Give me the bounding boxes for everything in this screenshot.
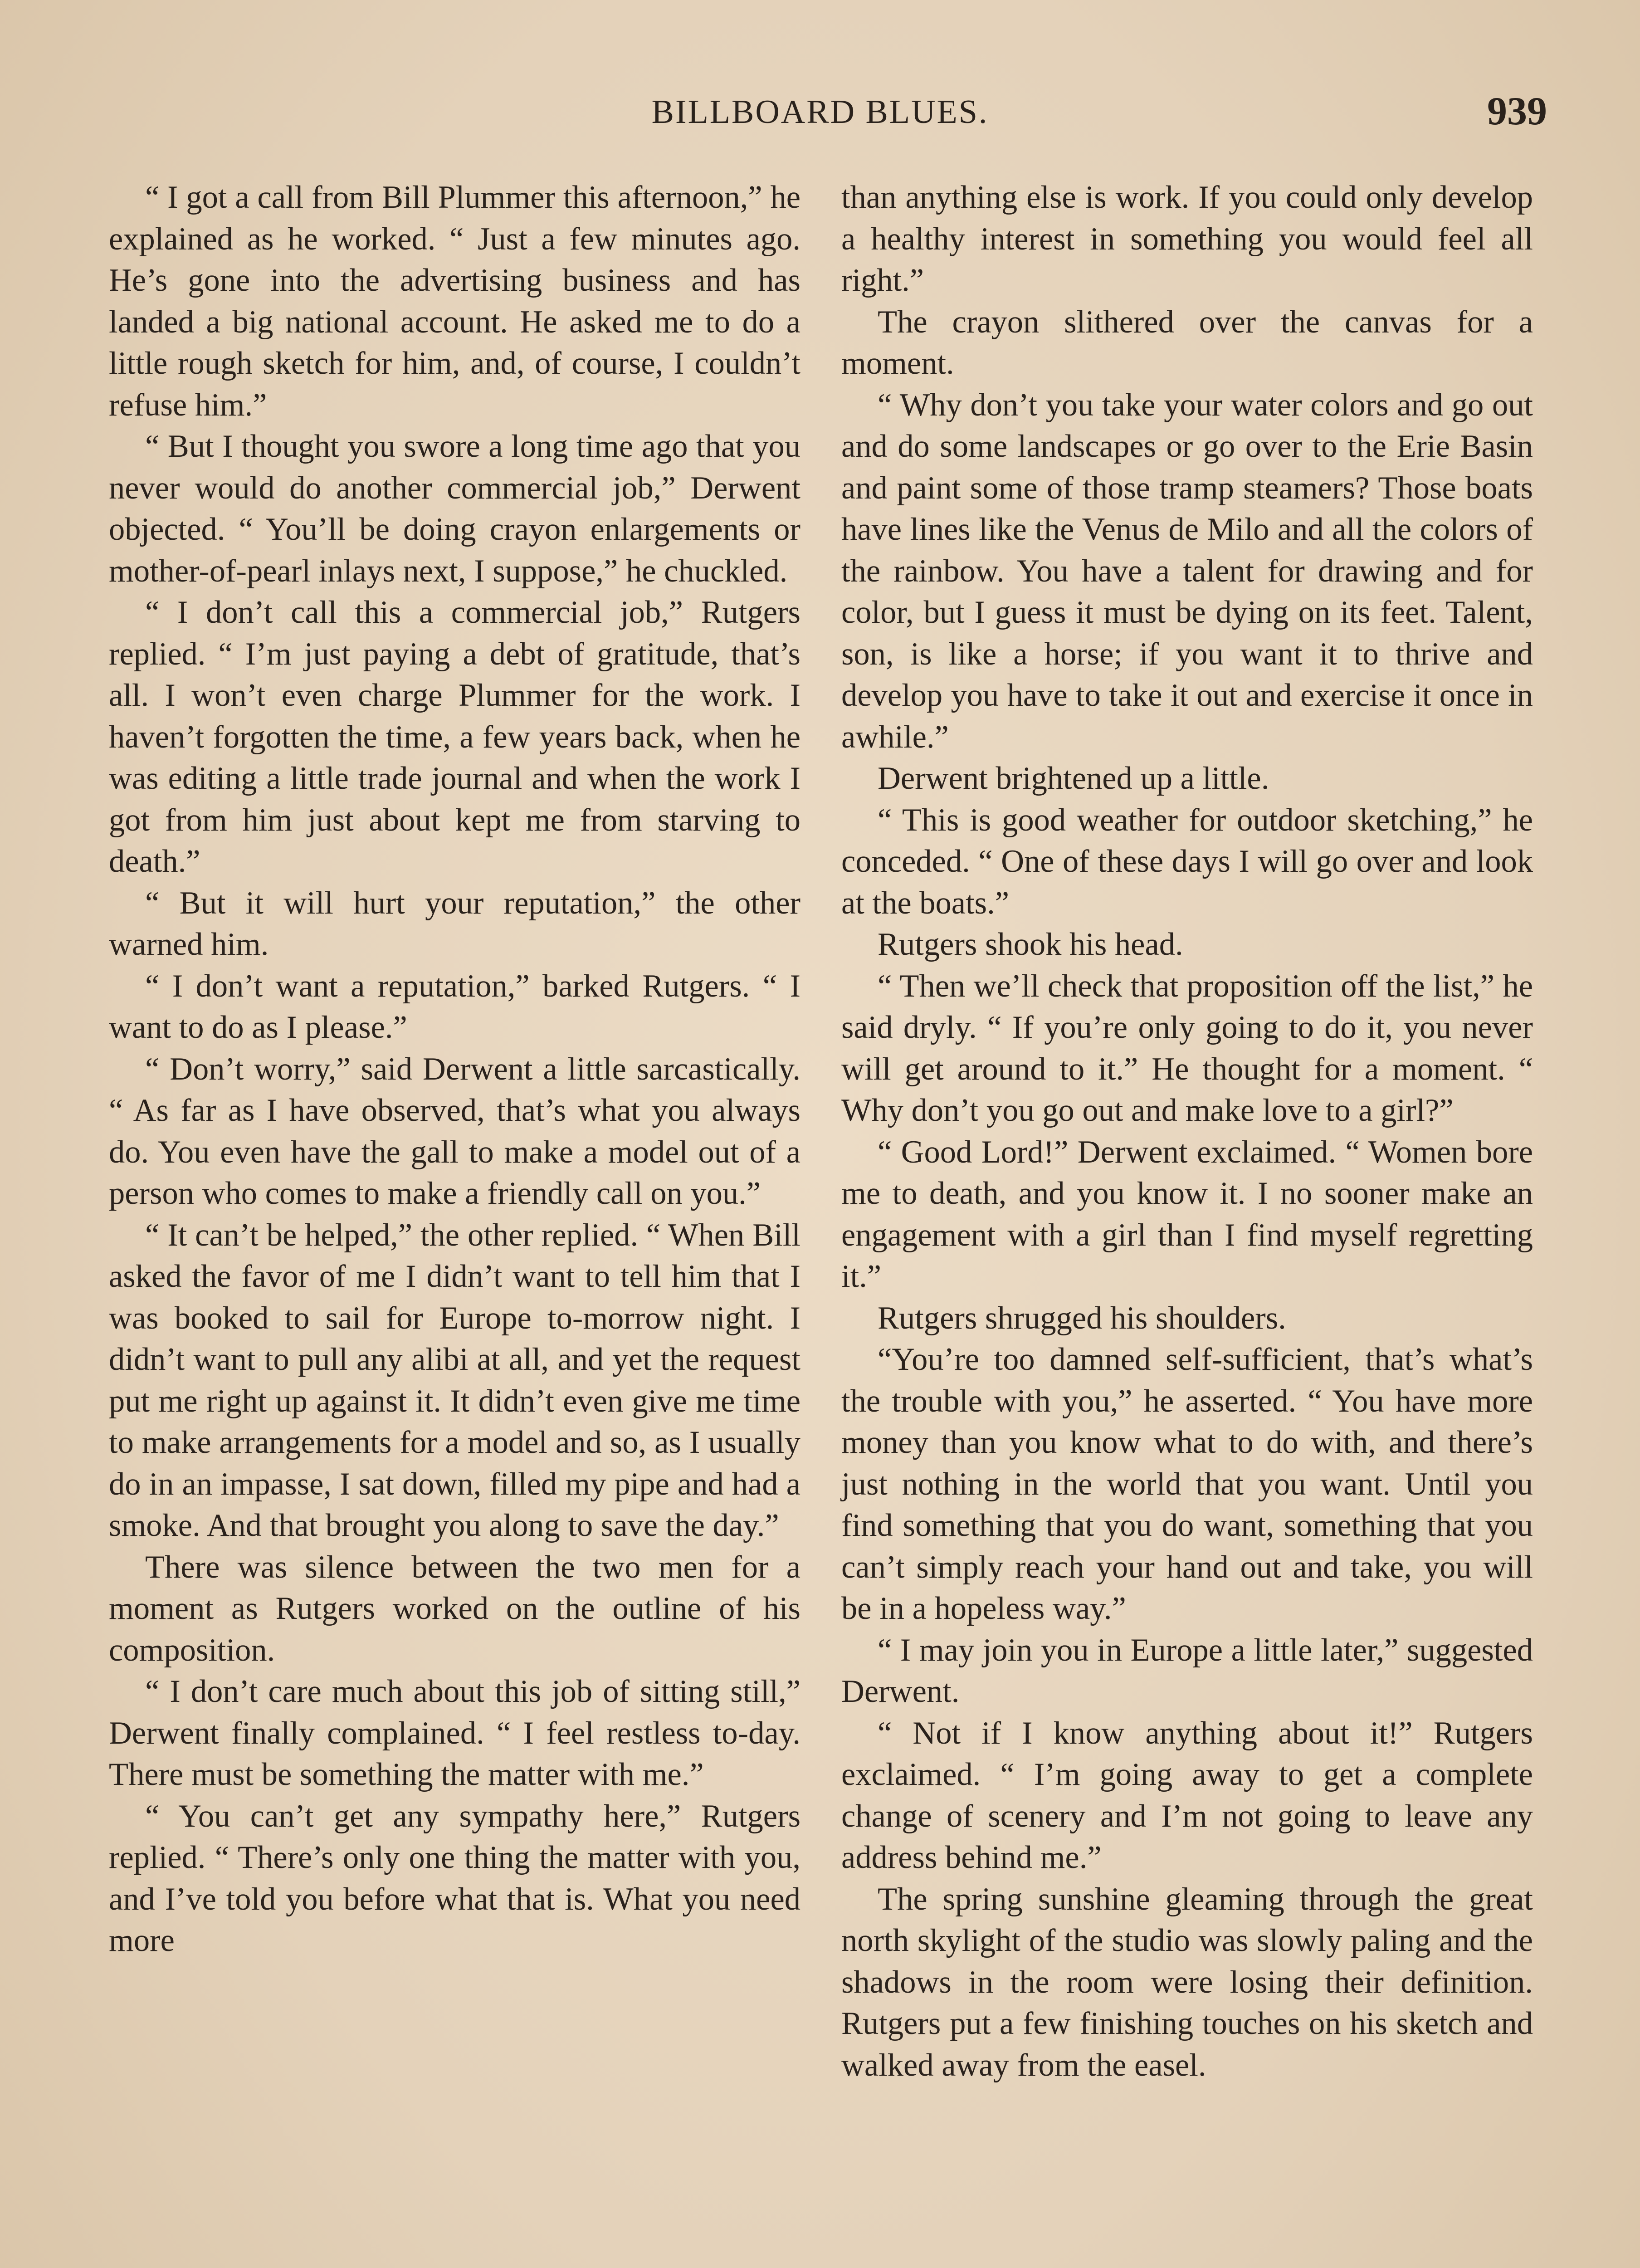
page-number: 939 bbox=[1487, 89, 1547, 133]
paragraph: “ I don’t call this a commercial job,” Rutgers replied. “ I’m just paying a debt of gratitude, that’s all. I won’t even charge Plummer for the work. I haven’t forgotten the time, a few years back, when he was editing a little trade journal and when the work I got from him just about kept me from starving to death.” bbox=[109, 595, 800, 879]
paragraph: “ Don’t worry,” said Derwent a little sarcastically. “ As far as I have observed, that’s what you always do. You even have the gall to make a model out of a person who comes to make a friendly call on you.” bbox=[109, 1051, 800, 1211]
paragraph: “ This is good weather for outdoor sketching,” he conceded. “ One of these days I will go over and look at the boats.” bbox=[841, 802, 1533, 921]
paragraph: “ I don’t care much about this job of sitting still,” Derwent finally complained. “ I feel restless to-day. There must be something the matter with me.” bbox=[109, 1674, 800, 1792]
paragraph: “ I may join you in Europe a little later,” suggested Derwent. bbox=[841, 1632, 1533, 1709]
paragraph: “ Good Lord!” Derwent exclaimed. “ Women bore me to death, and you know it. I no sooner make an engagement with a girl than I find myself regretting it.” bbox=[841, 1134, 1533, 1294]
paragraph: There was silence between the two men for a moment as Rutgers worked on the outline of his composition. bbox=[109, 1549, 800, 1668]
paragraph: “ Then we’ll check that proposition off the list,” he said dryly. “ If you’re only going to do it, you never will get around to it.” He thought for a moment. “ Why don’t you go out and make love to a girl?” bbox=[841, 968, 1533, 1128]
right-column bbox=[841, 177, 1533, 2086]
paragraph: “ You can’t get any sympathy here,” Rutgers replied. “ There’s only one thing the matter with you, and I’ve told you before what that is. What you need more bbox=[109, 1798, 800, 1958]
paragraph: The spring sunshine gleaming through the great north skylight of the studio was slowly paling and the shadows in the room were losing their definition. Rutgers put a few finishing touches on his sketch and walked away from the easel. bbox=[841, 1881, 1533, 2083]
paragraph: “ I got a call from Bill Plummer this afternoon,” he explained as he worked. “ Just a few minutes ago. He’s gone into the advertising business and has landed a big national account. He asked me to do a little rough sketch for him, and, of course, I couldn’t refuse him.” bbox=[109, 180, 800, 423]
paragraph-continuation: than anything else is work. If you could only develop a healthy interest in something you would feel all right.” bbox=[841, 180, 1533, 298]
paragraph: Rutgers shrugged his shoulders. bbox=[878, 1300, 1286, 1336]
paragraph: “ Not if I know anything about it!” Rutgers exclaimed. “ I’m going away to get a complete change of scenery and I’m not going to leave any address behind me.” bbox=[841, 1715, 1533, 1875]
paragraph: “ Why don’t you take your water colors and go out and do some landscapes or go over to the Erie Basin and paint some of those tramp steamers? Those boats have lines like the Venus de Milo and all the colors of the rainbow. You have a talent for drawing and for color, but I guess it must be dying on its feet. Talent, son, is like a horse; if you want it to thrive and develop you have to take it out and exercise it once in awhile.” bbox=[841, 387, 1533, 755]
paragraph: Derwent brightened up a little. bbox=[878, 761, 1269, 796]
left-column bbox=[109, 177, 800, 1962]
paragraph: “You’re too damned self-sufficient, that’s what’s the trouble with you,” he asserted. “ You have more money than you know what to do with, and there’s just nothing in the world that you want. Until you find something that you do want, something that you can’t simply reach your hand out and take, you will be in a hopeless way.” bbox=[841, 1342, 1533, 1626]
running-head: BILLBOARD BLUES. bbox=[651, 93, 989, 131]
paragraph: “ It can’t be helped,” the other replied. “ When Bill asked the favor of me I didn’t want to tell him that I was booked to sail for Europe to-morrow night. I didn’t want to pull any alibi at all, and yet the request put me right up against it. It didn’t even give me time to make arrangements for a model and so, as I usually do in an impasse, I sat down, filled my pipe and had a smoke. And that brought you along to save the day.” bbox=[109, 1217, 800, 1543]
paragraph: “ I don’t want a reputation,” barked Rutgers. “ I want to do as I please.” bbox=[109, 968, 800, 1045]
paragraph: “ But I thought you swore a long time ago that you never would do another commercial job,” Derwent objected. “ You’ll be doing crayon enlargements or mother-of-pearl inlays next, I suppose,” he chuckled. bbox=[109, 429, 800, 589]
paragraph: “ But it will hurt your reputation,” the other warned him. bbox=[109, 885, 800, 962]
paragraph: The crayon slithered over the canvas for a moment. bbox=[841, 304, 1533, 381]
paragraph: Rutgers shook his head. bbox=[878, 927, 1183, 962]
